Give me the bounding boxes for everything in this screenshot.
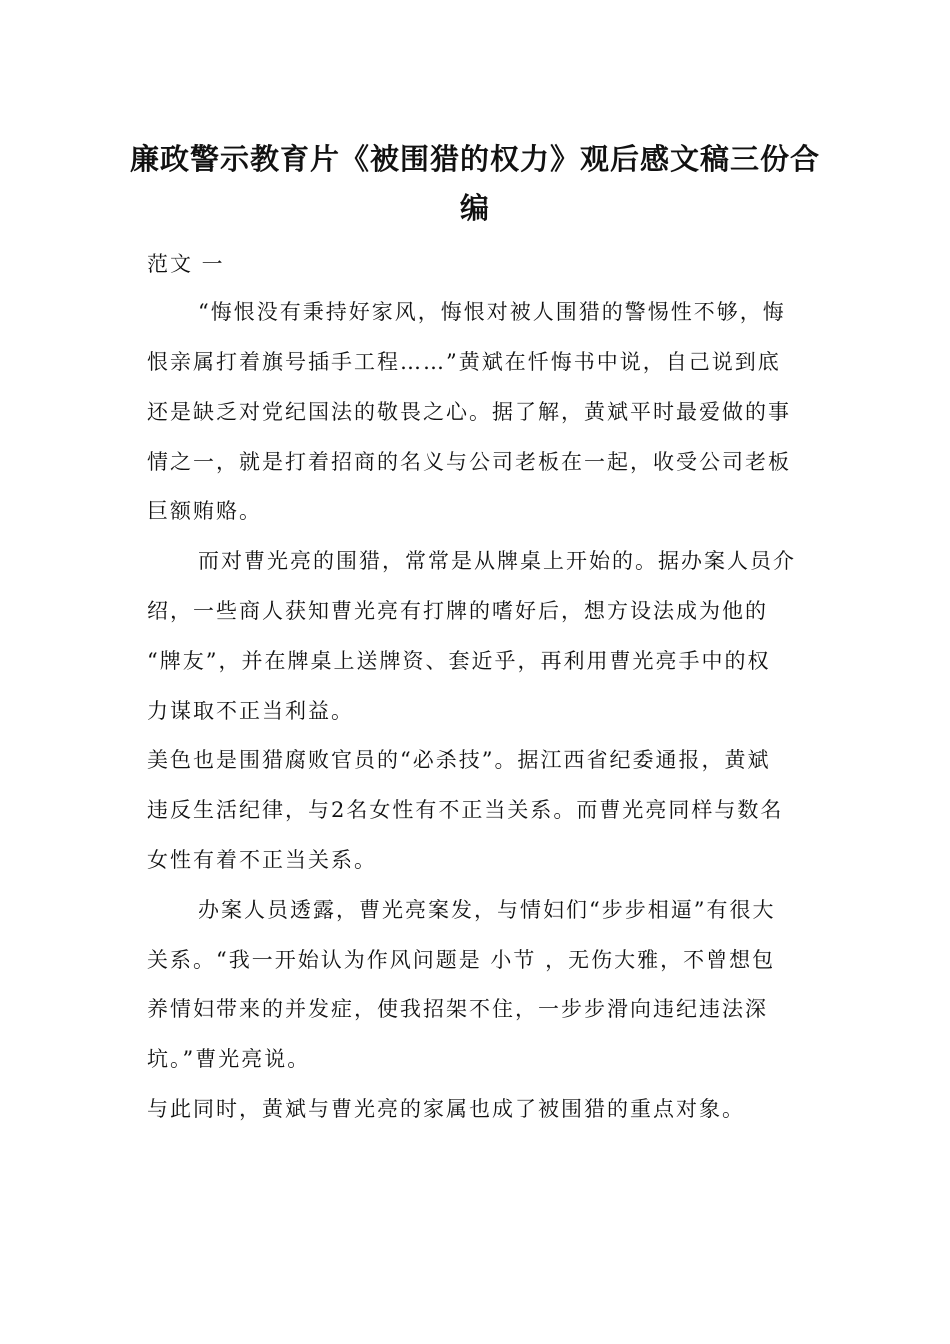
paragraph-line: 办案人员透露，曹光亮案发，与情妇们“步步相逼”有很大	[198, 898, 776, 922]
paragraph-line: 女性有着不正当关系。	[147, 848, 377, 872]
paragraph-line: 情之一，就是打着招商的名义与公司老板在一起，收受公司老板	[147, 450, 791, 474]
paragraph-line: 美色也是围猎腐败官员的“必杀技”。据江西省纪委通报，黄斌	[147, 748, 771, 772]
paragraph-line: 与此同时，黄斌与曹光亮的家属也成了被围猎的重点对象。	[147, 1097, 745, 1121]
paragraph-line: “悔恨没有秉持好家风，悔恨对被人围猎的警惕性不够，悔	[198, 300, 786, 324]
paragraph-line: 还是缺乏对党纪国法的敬畏之心。据了解，黄斌平时最爱做的事	[147, 400, 791, 424]
document-title-line-1: 廉政警示教育片《被围猎的权力》观后感文稿三份合	[129, 142, 820, 176]
document-title-line-2: 编	[459, 191, 490, 225]
paragraph-line: 绍，一些商人获知曹光亮有打牌的嗜好后，想方设法成为他的	[147, 599, 768, 623]
paragraph-line: 而对曹光亮的围猎，常常是从牌桌上开始的。据办案人员介	[198, 549, 796, 573]
section-label: 范文 一	[147, 252, 225, 276]
paragraph-line: 恨亲属打着旗号插手工程……”黄斌在忏悔书中说，自己说到底	[147, 350, 781, 374]
paragraph-line: 关系。“我一开始认为作风问题是 小节 ，无伤大雅，不曾想包	[147, 948, 776, 972]
paragraph-line: 巨额贿赂。	[147, 499, 262, 523]
paragraph-line: 违反生活纪律，与2名女性有不正当关系。而曹光亮同样与数名	[147, 798, 784, 822]
paragraph-line: 坑。”曹光亮说。	[147, 1047, 311, 1071]
paragraph-line: 力谋取不正当利益。	[147, 699, 354, 723]
paragraph-line: “牌友”，并在牌桌上送牌资、套近乎，再利用曹光亮手中的权	[147, 649, 771, 673]
paragraph-line: 养情妇带来的并发症，使我招架不住，一步步滑向违纪违法深	[147, 997, 768, 1021]
